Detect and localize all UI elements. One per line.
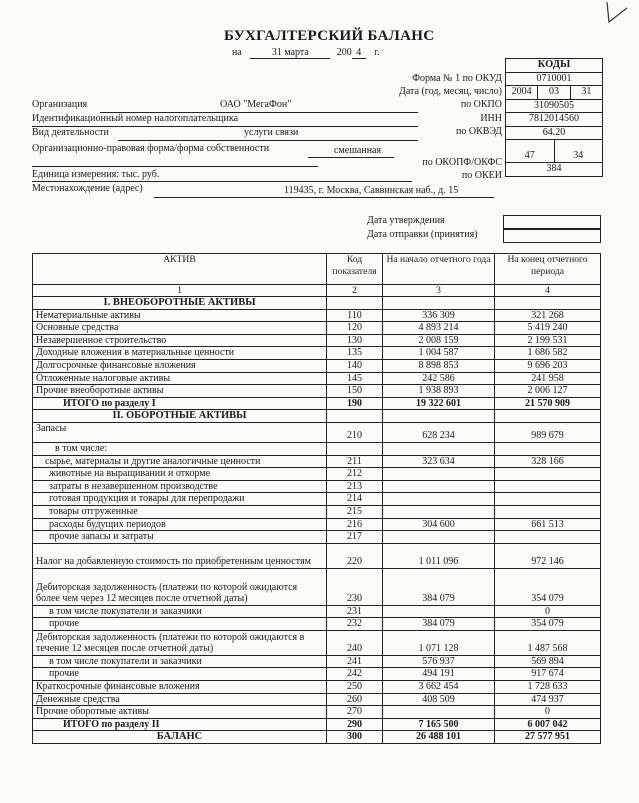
table-row — [33, 518, 601, 531]
legal-form-value: смешанная — [334, 145, 382, 156]
table-body — [33, 297, 601, 744]
table-row — [33, 630, 601, 655]
table-row — [33, 693, 601, 706]
table-row — [33, 480, 601, 493]
row-label: БАЛАНС — [33, 731, 327, 744]
table-row — [33, 442, 601, 455]
row-start-value: 1 004 587 — [383, 347, 495, 360]
row-label: Отложенные налоговые активы — [33, 372, 327, 385]
approval-date-label: Дата утверждения — [367, 215, 445, 226]
date-day: 31 — [570, 86, 602, 99]
row-start-value: 408 509 — [383, 693, 495, 706]
row-start-value: 384 079 — [383, 568, 495, 605]
row-end-value: 972 146 — [495, 543, 601, 568]
row-end-value — [495, 468, 601, 481]
table-row — [33, 531, 601, 544]
col-num-2: 2 — [327, 285, 383, 297]
section-row — [33, 297, 601, 310]
row-code: 210 — [327, 422, 383, 442]
row-code: 231 — [327, 605, 383, 618]
row-code: 190 — [327, 397, 383, 410]
total-row — [33, 718, 601, 731]
row-label: прочие — [33, 668, 327, 681]
okopf-code: 47 — [524, 150, 535, 161]
header-start: На начало отчетного года — [383, 254, 495, 285]
row-start-value: 3 662 454 — [383, 681, 495, 694]
row-end-value: 27 577 951 — [495, 731, 601, 744]
codes-box — [505, 58, 603, 177]
org-value: ОАО "МегаФон" — [220, 99, 292, 110]
row-label: готовая продукция и товары для перепродажи — [33, 493, 327, 506]
row-end-value — [495, 410, 601, 423]
row-label: Основные средства — [33, 322, 327, 335]
row-code: 220 — [327, 543, 383, 568]
row-end-value: 1 686 582 — [495, 347, 601, 360]
date-month: 03 — [537, 86, 569, 99]
row-code: 217 — [327, 531, 383, 544]
row-label: ИТОГО по разделу I — [33, 397, 327, 410]
unit-label: Единица измерения: тыс. руб. — [32, 169, 160, 180]
table-row — [33, 681, 601, 694]
table-row — [33, 385, 601, 398]
row-code: 214 — [327, 493, 383, 506]
row-label: сырье, материалы и другие аналогичные ценности — [33, 455, 327, 468]
row-end-value: 569 894 — [495, 655, 601, 668]
table-row — [33, 347, 601, 360]
row-start-value: 26 488 101 — [383, 731, 495, 744]
row-code: 270 — [327, 706, 383, 719]
okopf-label: по ОКОПФ/ОКФС — [422, 157, 502, 168]
row-end-value: 474 937 — [495, 693, 601, 706]
row-start-value — [383, 493, 495, 506]
table-row — [33, 668, 601, 681]
row-end-value — [495, 493, 601, 506]
row-end-value: 2 199 531 — [495, 334, 601, 347]
table-header-row — [33, 254, 601, 285]
address-label: Местонахождение (адрес) — [32, 183, 143, 194]
row-code: 135 — [327, 347, 383, 360]
okud-code: 0710001 — [506, 72, 602, 86]
table-row — [33, 505, 601, 518]
row-label: Нематериальные активы — [33, 309, 327, 322]
table-row — [33, 309, 601, 322]
row-start-value: 323 634 — [383, 455, 495, 468]
row-label: животные на выращивании и откорме — [33, 468, 327, 481]
date-label: Дата (год, месяц, число) — [399, 86, 502, 97]
row-code: 230 — [327, 568, 383, 605]
row-label: Незавершенное строительство — [33, 334, 327, 347]
table-row — [33, 706, 601, 719]
row-label: Запасы — [33, 422, 327, 442]
row-label: Дебиторская задолженность (платежи по которой ожидаются в течение 12 месяцев после отчетной даты) — [33, 630, 327, 655]
row-code: 240 — [327, 630, 383, 655]
table-row — [33, 372, 601, 385]
row-start-value — [383, 480, 495, 493]
row-start-value: 7 165 500 — [383, 718, 495, 731]
row-start-value: 304 600 — [383, 518, 495, 531]
okpo-label: по ОКПО — [460, 99, 502, 110]
row-end-value: 1 487 568 — [495, 630, 601, 655]
document-title: БУХГАЛТЕРСКИЙ БАЛАНС — [224, 28, 435, 44]
activity-value: услуги связи — [244, 127, 299, 138]
row-start-value — [383, 706, 495, 719]
row-label: Краткосрочные финансовые вложения — [33, 681, 327, 694]
row-label: Прочие оборотные активы — [33, 706, 327, 719]
row-code: 211 — [327, 455, 383, 468]
legal-form-label: Организационно-правовая форма/форма собственности — [32, 143, 270, 154]
row-code: 145 — [327, 372, 383, 385]
row-end-value: 1 728 633 — [495, 681, 601, 694]
row-code: 212 — [327, 468, 383, 481]
send-date-box — [503, 229, 601, 243]
row-code: 250 — [327, 681, 383, 694]
row-label: в том числе покупатели и заказчики — [33, 655, 327, 668]
table-row — [33, 322, 601, 335]
row-code: 215 — [327, 505, 383, 518]
row-end-value: 661 513 — [495, 518, 601, 531]
row-label: в том числе: — [33, 442, 327, 455]
okpo-code: 31090505 — [506, 99, 602, 113]
row-end-value: 917 674 — [495, 668, 601, 681]
row-label: Долгосрочные финансовые вложения — [33, 359, 327, 372]
okved-label: по ОКВЭД — [456, 126, 502, 137]
col-num-4: 4 — [495, 285, 601, 297]
row-label: затраты в незавершенном производстве — [33, 480, 327, 493]
row-label: Налог на добавленную стоимость по приобретенным ценностям — [33, 543, 327, 568]
row-start-value — [383, 410, 495, 423]
row-end-value: 354 079 — [495, 618, 601, 631]
table-row — [33, 493, 601, 506]
row-start-value — [383, 531, 495, 544]
table-row — [33, 655, 601, 668]
org-label: Организация — [32, 99, 88, 110]
total-row — [33, 731, 601, 744]
pen-mark-icon — [603, 0, 631, 30]
row-code: 130 — [327, 334, 383, 347]
row-end-value: 328 166 — [495, 455, 601, 468]
row-end-value: 9 696 203 — [495, 359, 601, 372]
table-row — [33, 605, 601, 618]
section-row — [33, 410, 601, 423]
table-row — [33, 468, 601, 481]
row-start-value: 336 309 — [383, 309, 495, 322]
okopf-codes — [506, 139, 602, 162]
row-start-value — [383, 505, 495, 518]
row-end-value: 989 679 — [495, 422, 601, 442]
row-label: Прочие внеоборотные активы — [33, 385, 327, 398]
table-row — [33, 359, 601, 372]
row-code — [327, 297, 383, 310]
address-value: 119435, г. Москва, Саввинская наб., д. 15 — [284, 185, 459, 196]
row-code: 120 — [327, 322, 383, 335]
date-year: 2004 — [511, 86, 532, 97]
on-label: на — [232, 47, 242, 58]
okved-code: 64.20 — [506, 126, 602, 140]
row-start-value — [383, 605, 495, 618]
okfs-code: 34 — [554, 140, 603, 162]
okei-label: по ОКЕИ — [461, 170, 502, 181]
inn-code: 7812014560 — [506, 112, 602, 126]
row-label: Дебиторская задолженность (платежи по которой ожидаются более чем через 12 месяцев после отчетной даты) — [33, 568, 327, 605]
row-end-value — [495, 297, 601, 310]
date-codes — [506, 85, 602, 99]
activity-underline — [118, 140, 418, 141]
row-code: 300 — [327, 731, 383, 744]
row-label: товары отгруженные — [33, 505, 327, 518]
year-digit: 4 — [352, 47, 366, 59]
total-row — [33, 397, 601, 410]
row-start-value: 576 937 — [383, 655, 495, 668]
row-label: прочие запасы и затраты — [33, 531, 327, 544]
row-label: Доходные вложения в материальные ценности — [33, 347, 327, 360]
row-code — [327, 442, 383, 455]
codes-heading: КОДЫ — [537, 59, 571, 70]
row-end-value — [495, 442, 601, 455]
row-start-value — [383, 468, 495, 481]
row-start-value: 494 191 — [383, 668, 495, 681]
col-num-1: 1 — [33, 285, 327, 297]
legal-form-underline — [308, 157, 394, 158]
row-end-value: 21 570 909 — [495, 397, 601, 410]
row-label: I. ВНЕОБОРОТНЫЕ АКТИВЫ — [33, 297, 327, 310]
send-date-label: Дата отправки (принятия) — [367, 229, 478, 240]
row-code: 216 — [327, 518, 383, 531]
row-end-value: 6 007 042 — [495, 718, 601, 731]
inn-label: ИНН — [480, 113, 502, 124]
year-suffix: г. — [374, 47, 380, 58]
column-number-row — [33, 285, 601, 297]
header-code: Код показателя — [327, 254, 383, 285]
row-end-value — [495, 505, 601, 518]
row-end-value: 0 — [495, 706, 601, 719]
row-start-value: 8 898 853 — [383, 359, 495, 372]
row-start-value: 1 071 128 — [383, 630, 495, 655]
row-start-value: 4 893 214 — [383, 322, 495, 335]
row-label: Денежные средства — [33, 693, 327, 706]
header-end: На конец отчетного периода — [495, 254, 601, 285]
unit-underline — [32, 181, 412, 182]
row-end-value — [495, 480, 601, 493]
row-start-value: 19 322 601 — [383, 397, 495, 410]
row-start-value: 628 234 — [383, 422, 495, 442]
activity-label: Вид деятельности — [32, 127, 109, 138]
row-label: II. ОБОРОТНЫЕ АКТИВЫ — [33, 410, 327, 423]
table-row — [33, 422, 601, 442]
table-row — [33, 455, 601, 468]
table-row — [33, 543, 601, 568]
row-code: 241 — [327, 655, 383, 668]
col-num-3: 3 — [383, 285, 495, 297]
balance-table — [32, 253, 601, 744]
report-date: 31 марта — [250, 47, 330, 59]
address-underline — [154, 197, 494, 198]
row-end-value: 354 079 — [495, 568, 601, 605]
approval-date-box — [503, 215, 601, 229]
report-date-line — [232, 47, 380, 59]
row-start-value: 1 011 096 — [383, 543, 495, 568]
okei-code: 384 — [506, 162, 602, 176]
table-row — [33, 568, 601, 605]
row-end-value — [495, 531, 601, 544]
row-start-value — [383, 297, 495, 310]
okud-label: Форма № 1 по ОКУД — [412, 73, 502, 84]
row-code: 213 — [327, 480, 383, 493]
row-start-value — [383, 442, 495, 455]
legal-form-underline-2 — [32, 166, 318, 167]
row-end-value: 241 958 — [495, 372, 601, 385]
row-code: 140 — [327, 359, 383, 372]
row-end-value: 321 268 — [495, 309, 601, 322]
row-label: в том числе покупатели и заказчики — [33, 605, 327, 618]
row-code — [327, 410, 383, 423]
row-start-value: 1 938 893 — [383, 385, 495, 398]
row-label: прочие — [33, 618, 327, 631]
row-end-value: 5 419 240 — [495, 322, 601, 335]
year-prefix: 200 — [336, 47, 352, 58]
row-code: 150 — [327, 385, 383, 398]
row-end-value: 2 006 127 — [495, 385, 601, 398]
row-start-value: 2 008 159 — [383, 334, 495, 347]
table-row — [33, 618, 601, 631]
header-asset: АКТИВ — [33, 254, 327, 285]
row-code: 242 — [327, 668, 383, 681]
row-label: ИТОГО по разделу II — [33, 718, 327, 731]
row-code: 260 — [327, 693, 383, 706]
tax-id-label: Идентификационный номер налогоплательщика — [32, 113, 239, 124]
row-end-value: 0 — [495, 605, 601, 618]
row-code: 110 — [327, 309, 383, 322]
row-start-value: 384 079 — [383, 618, 495, 631]
row-code: 290 — [327, 718, 383, 731]
row-label: расходы будущих периодов — [33, 518, 327, 531]
table-row — [33, 334, 601, 347]
row-code: 232 — [327, 618, 383, 631]
row-start-value: 242 586 — [383, 372, 495, 385]
